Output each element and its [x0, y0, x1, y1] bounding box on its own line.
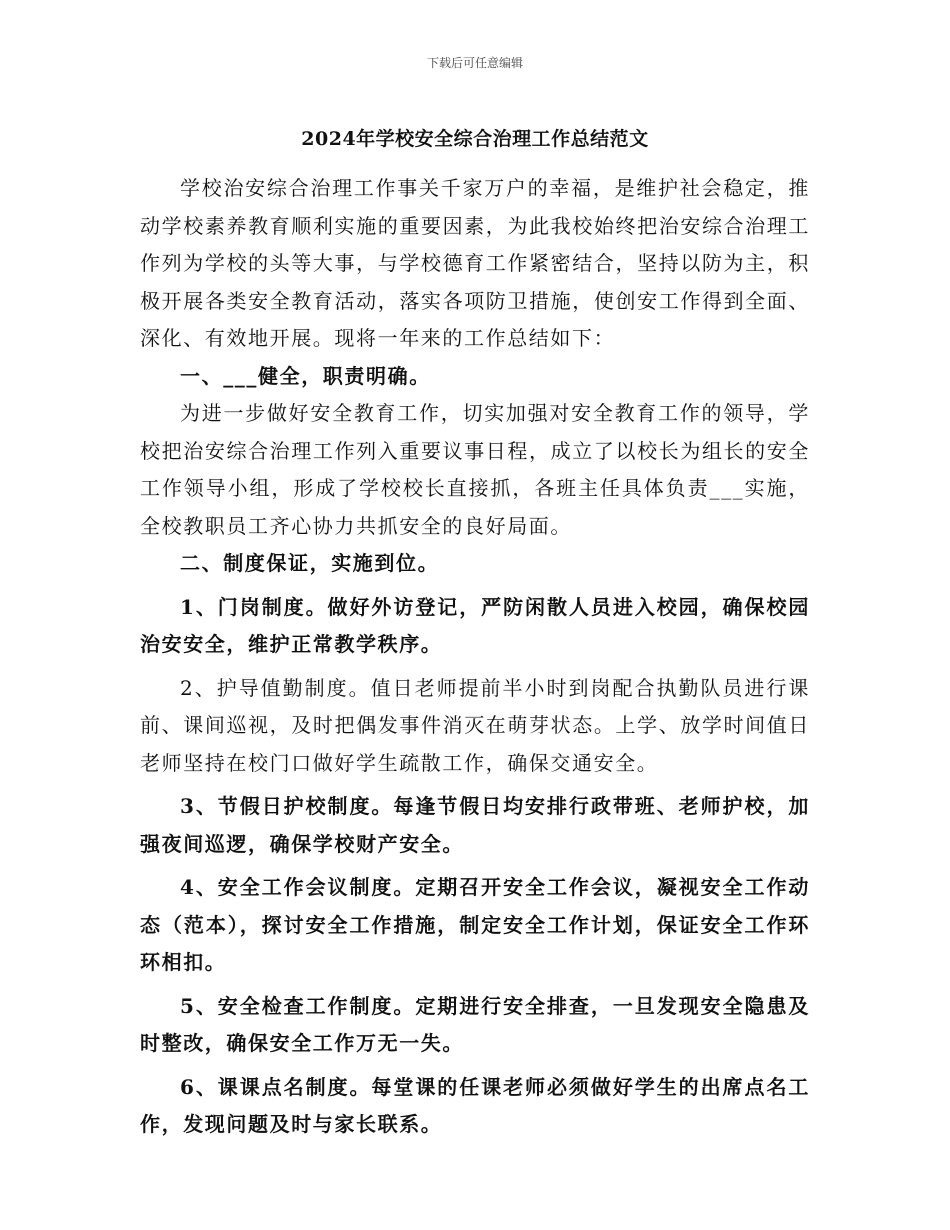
rule-item-6: 6、课课点名制度。每堂课的任课老师必须做好学生的出席点名工作，发现问题及时与家长联系。 — [140, 1074, 810, 1136]
section-1-paragraph: 为进一步做好安全教育工作，切实加强对安全教育工作的领导，学校把治安综合治理工作列入重要议事日程，成立了以校长为组长的安全工作领导小组，形成了学校校长直接抓，各班主任具体负责___实施，全校教职员工齐心协力共抓安全的良好局面。 — [140, 401, 810, 538]
rule-item-5: 5、安全检查工作制度。定期进行安全排查，一旦发现安全隐患及时整改，确保安全工作万无一失。 — [140, 993, 810, 1055]
section-heading-1: 一、___健全，职责明确。 — [180, 363, 431, 388]
document-body — [140, 170, 810, 1144]
rule-item-2: 2、护导值勤制度。值日老师提前半小时到岗配合执勤队员进行课前、课间巡视，及时把偶发事件消灭在萌芽状态。上学、放学时间值日老师坚持在校门口做好学生疏散工作，确保交通安全。 — [140, 675, 810, 775]
rule-item-4: 4、安全工作会议制度。定期召开安全工作会议，凝视安全工作动态（范本），探讨安全工作措施，制定安全工作计划，保证安全工作环环相扣。 — [140, 875, 810, 974]
page-header-note: 下载后可任意编辑 — [426, 56, 523, 70]
intro-paragraph: 学校治安综合治理工作事关千家万户的幸福，是维护社会稳定，推动学校素养教育顺利实施的重要因素，为此我校始终把治安综合治理工作列为学校的头等大事，与学校德育工作紧密结合，坚持以防为主，积极开展各类安全教育活动，落实各项防卫措施，使创安工作得到全面、深化、有效地开展。现将一年来的工作总结如下： — [140, 176, 810, 350]
rule-item-3: 3、节假日护校制度。每逢节假日均安排行政带班、老师护校，加强夜间巡逻，确保学校财产安全。 — [140, 794, 810, 856]
section-heading-2: 二、制度保证，实施到位。 — [180, 551, 440, 575]
rule-item-1: 1、门岗制度。做好外访登记，严防闲散人员进入校园，确保校园治安安全，维护正常教学秩序。 — [140, 594, 810, 656]
document-title: 2024年学校安全综合治理工作总结范文 — [301, 128, 649, 150]
